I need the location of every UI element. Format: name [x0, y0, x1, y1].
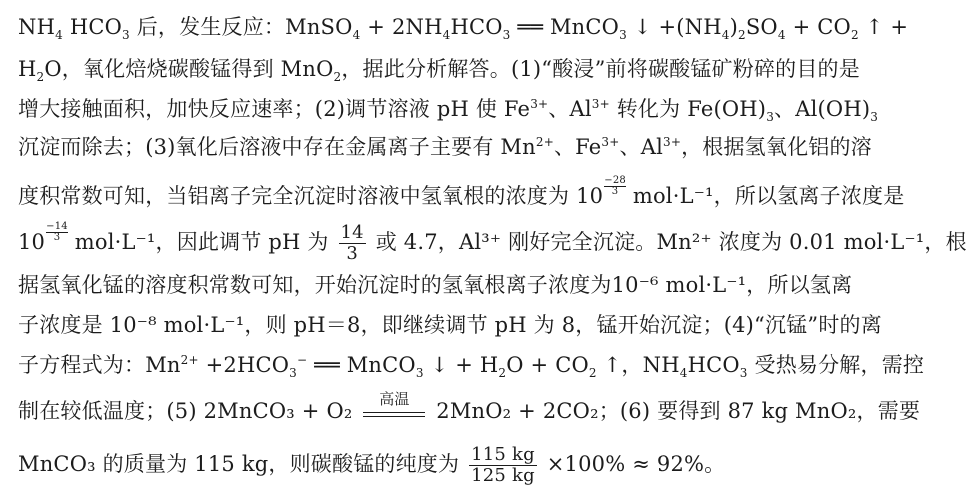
text-line-8-content: 子浓度是 10⁻⁸ mol·L⁻¹，则 pH＝8，即继续调节 pH 为 8，锰开始沉淀；(4)“沉锰”时的离 — [18, 313, 882, 337]
ph-fraction: $\frac{14}{3}$ — [340, 222, 364, 264]
text-line-9 — [18, 352, 957, 381]
text-line-2 — [18, 56, 957, 85]
exponent-2-fraction: $\frac{-14}{3}$ — [46, 221, 68, 243]
text-line-7 — [18, 272, 957, 298]
text-line-7-content: 据氢氧化锰的溶度积常数可知，开始沉淀时的氢氧根离子浓度为10⁻⁶ mol·L⁻¹，所以氢离 — [18, 273, 853, 297]
text-line-11 — [18, 446, 957, 485]
text-line-10 — [18, 389, 957, 426]
text-line-1 — [18, 14, 957, 43]
purity-fraction: $\frac{115 kg}{125 kg}$ — [471, 444, 535, 486]
text-line-4 — [18, 134, 957, 160]
text-line-4-content: 沉淀而除去；(3)氧化后溶液中存在金属离子主要有 $Mn^{2+}$、$Fe^{3+}$、$Al^{3+}$，根据氢氧化铝的溶 — [18, 135, 872, 159]
exponent-1-fraction: $\frac{-28}{3}$ — [604, 175, 626, 197]
exponent-2: 10 $\frac{-14}{3}$ — [18, 221, 68, 254]
reaction-condition-label: 高温 — [379, 389, 410, 408]
text-line-6 — [18, 221, 967, 264]
text-line-10-tail: 2MnO₂ + 2CO₂；(6) 要得到 87 kg MnO₂，需要 — [436, 399, 921, 423]
text-line-3 — [18, 96, 957, 125]
text-line-6-content: mol·L⁻¹，因此调节 pH 为 — [74, 230, 329, 254]
text-line-5-tail: mol·L⁻¹，所以氢离子浓度是 — [632, 184, 905, 208]
text-line-9-content: 子方程式为：$Mn^{2+} +2HCO_3^-$ ══ MnCO$_3$ ↓ + $H_2O + CO_2$ ↑，$NH_4HCO_3$ 受热易分解，需控 — [18, 353, 925, 381]
text-line-8 — [18, 312, 957, 338]
text-line-5 — [18, 176, 957, 209]
reaction-condition-arrow — [363, 389, 425, 426]
text-line-1-content: $NH_4$ $HCO_3$ 后，发生反应：MnSO$_4$ + $2NH_4HCO_3$ ══ MnCO$_3$ ↓ $+(NH_4)_2SO_4 + CO_2$ ↑ + — [18, 15, 909, 43]
text-line-6-tail: 或 4.7，Al³⁺ 刚好完全沉淀。Mn²⁺ 浓度为 0.01 mol·L⁻¹，根 — [375, 230, 967, 254]
text-line-3-content: 增大接触面积，加快反应速率；(2)调节溶液 pH 使 $Fe^{3+}$、$Al^{3+}$ 转化为 $Fe(OH)_3$、$Al(OH)_3$ — [18, 97, 879, 125]
text-line-10-content: 制在较低温度；(5) 2MnCO₃ + O₂ — [18, 399, 353, 423]
text-line-5-content: 度积常数可知，当铝离子完全沉淀时溶液中氢氧根的浓度为 — [18, 184, 570, 208]
text-line-2-content: $H_2O$，氧化焙烧碳酸锰得到 MnO$_2$，据此分析解答。(1)“酸浸”前将碳酸锰矿粉碎的目的是 — [18, 57, 860, 85]
text-line-11-tail: ×100% ≈ 92%。 — [546, 452, 726, 476]
text-line-11-content: MnCO₃ 的质量为 115 kg，则碳酸锰的纯度为 — [18, 452, 460, 476]
exponent-1: 10 $\frac{-28}{3}$ — [576, 175, 626, 208]
